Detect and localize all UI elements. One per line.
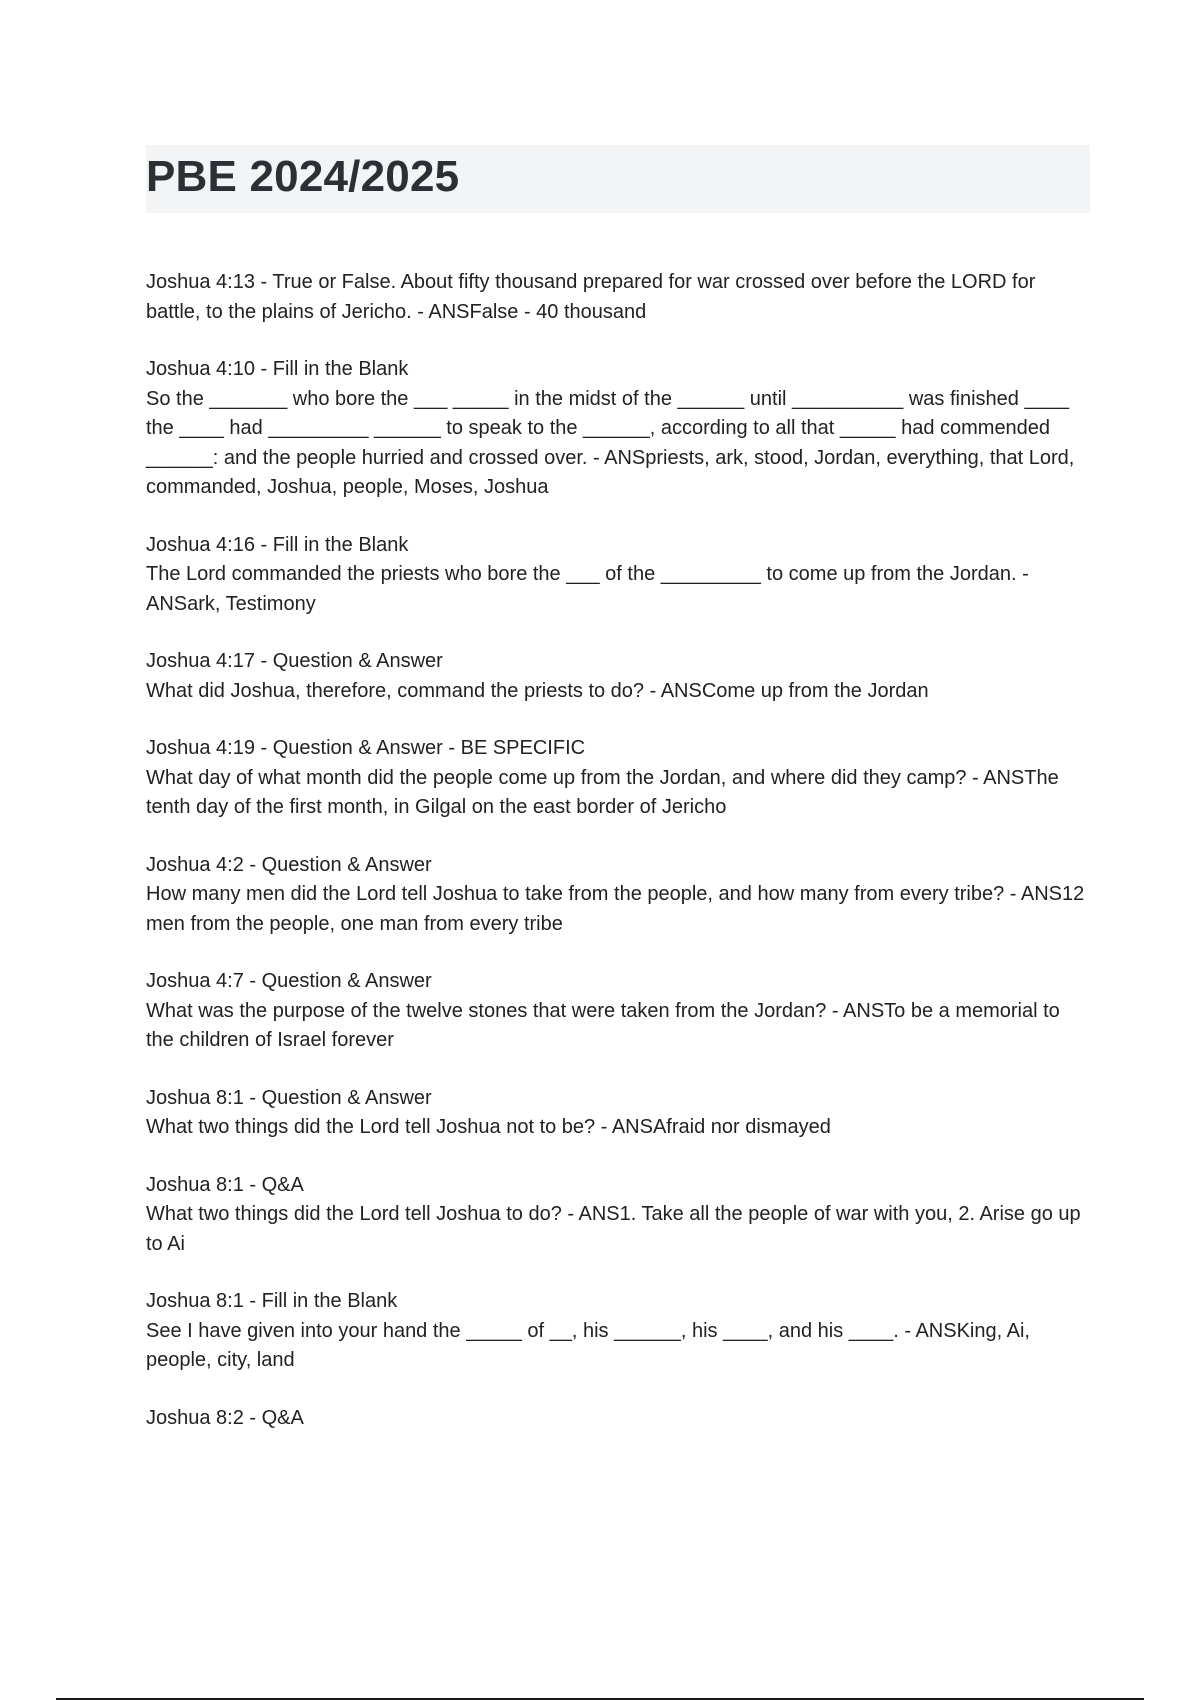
qa-reference: Joshua 4:16 - Fill in the Blank <box>146 533 409 556</box>
qa-reference: Joshua 8:1 - Q&A <box>146 1173 304 1196</box>
qa-item <box>146 967 1090 1056</box>
qa-item <box>146 851 1090 940</box>
qa-item <box>146 1287 1090 1376</box>
qa-item <box>146 268 1090 327</box>
qa-text: What did Joshua, therefore, command the priests to do? - ANSCome up from the Jordan <box>146 679 929 702</box>
qa-text: What day of what month did the people come up from the Jordan, and where did they camp? - ANSThe tenth day of the first month, in Gilgal on the east border of Jericho <box>146 766 1065 818</box>
qa-item <box>146 1171 1090 1260</box>
qa-text: What two things did the Lord tell Joshua to do? - ANS1. Take all the people of war with you, 2. Arise go up to Ai <box>146 1203 1087 1255</box>
page-title: PBE 2024/2025 <box>146 152 460 201</box>
qa-reference: Joshua 8:2 - Q&A <box>146 1406 304 1429</box>
qa-reference: Joshua 8:1 - Fill in the Blank <box>146 1290 398 1312</box>
qa-reference: Joshua 4:19 - Question & Answer - BE SPECIFIC <box>146 737 586 759</box>
qa-text: How many men did the Lord tell Joshua to take from the people, and how many from every tribe? - ANS12 men from the people, one man from every tribe <box>146 883 1090 935</box>
qa-reference: Joshua 4:7 - Question & Answer <box>146 970 432 992</box>
qa-text: What two things did the Lord tell Joshua not to be? - ANSAfraid nor dismayed <box>146 1116 831 1138</box>
qa-reference: Joshua 4:13 - True or False. About fifty thousand prepared for war crossed over before the LORD for battle, to the plains of Jericho. - ANSFalse - 40 thousand <box>146 271 1041 323</box>
title-band <box>146 145 1090 213</box>
qa-item <box>146 1404 1090 1434</box>
qa-reference: Joshua 8:1 - Question & Answer <box>146 1086 432 1109</box>
qa-text: The Lord commanded the priests who bore the ___ of the _________ to come up from the Jordan. - ANSark, Testimony <box>146 563 1034 615</box>
qa-item <box>146 531 1090 620</box>
qa-text: So the _______ who bore the ___ _____ in the midst of the ______ until __________ was finished ____ the ____ had _________ ______ to speak to the ______, according to all that _____ had commended ______: and the people hurried and crossed over. - ANSpriests, ark, stood, Jordan, everything, that Lord, commanded, Joshua, people, Moses, Joshua <box>146 387 1080 498</box>
qa-item <box>146 734 1090 823</box>
qa-item <box>146 355 1090 503</box>
qa-reference: Joshua 4:10 - Fill in the Blank <box>146 358 409 380</box>
qa-text: See I have given into your hand the _____ of __, his ______, his ____, and his ____. - ANSKing, Ai, people, city, land <box>146 1319 1036 1371</box>
qa-item <box>146 647 1090 706</box>
qa-reference: Joshua 4:2 - Question & Answer <box>146 853 432 876</box>
qa-text: What was the purpose of the twelve stones that were taken from the Jordan? - ANSTo be a memorial to the children of Israel forever <box>146 999 1066 1051</box>
qa-reference: Joshua 4:17 - Question & Answer <box>146 650 443 672</box>
qa-item <box>146 1084 1090 1143</box>
qa-list <box>146 268 1090 1461</box>
